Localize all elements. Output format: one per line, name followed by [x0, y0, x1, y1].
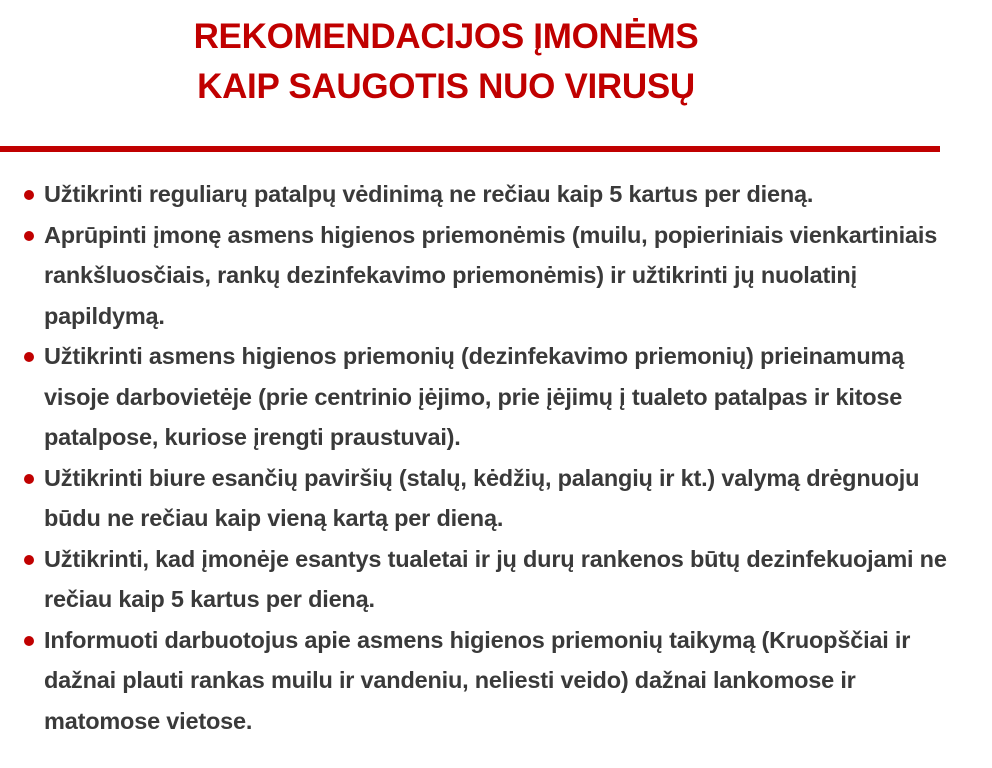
list-item	[0, 336, 992, 458]
list-item	[0, 539, 992, 620]
bullet-icon	[24, 190, 34, 200]
list-item	[0, 215, 992, 337]
bullet-icon	[24, 352, 34, 362]
list-item-text: Aprūpinti įmonę asmens higienos priemonėmis (muilu, popieriniais vienkartiniais rankšluosčiais, rankų dezinfekavimo priemonėmis) ir užtikrinti jų nuolatinį papildymą.	[44, 221, 938, 329]
title-line-2: KAIP SAUGOTIS NUO VIRUSŲ	[197, 67, 695, 106]
list-item-text: Užtikrinti asmens higienos priemonių (dezinfekavimo priemonių) prieinamumą visoje darbovietėje (prie centrinio įėjimo, prie įėjimų į tualeto patalpas ir kitose patalpose, kuriose įrengti praustuvai).	[44, 343, 905, 450]
list-item	[0, 458, 992, 539]
bullet-icon	[24, 636, 34, 646]
page-title	[0, 12, 892, 112]
list-item-text: Užtikrinti biure esančių paviršių (stalų, kėdžių, palangių ir kt.) valymą drėgnuoju būdu ne rečiau kaip vieną kartą per dieną.	[44, 464, 920, 531]
recommendations-list	[0, 174, 992, 741]
bullet-icon	[24, 555, 34, 565]
title-divider	[0, 146, 940, 152]
list-item	[0, 174, 992, 215]
list-item-text: Užtikrinti reguliarų patalpų vėdinimą ne rečiau kaip 5 kartus per dieną.	[44, 181, 814, 207]
list-item-text: Informuoti darbuotojus apie asmens higienos priemonių taikymą (Kruopščiai ir dažnai plauti rankas muilu ir vandeniu, neliesti veido) dažnai lankomose ir matomose vietose.	[44, 626, 911, 734]
bullet-icon	[24, 231, 34, 241]
bullet-icon	[24, 474, 34, 484]
title-line-1: REKOMENDACIJOS ĮMONĖMS	[193, 17, 699, 56]
list-item	[0, 620, 992, 742]
list-item-text: Užtikrinti, kad įmonėje esantys tualetai ir jų durų rankenos būtų dezinfekuojami ne rečiau kaip 5 kartus per dieną.	[44, 545, 947, 612]
